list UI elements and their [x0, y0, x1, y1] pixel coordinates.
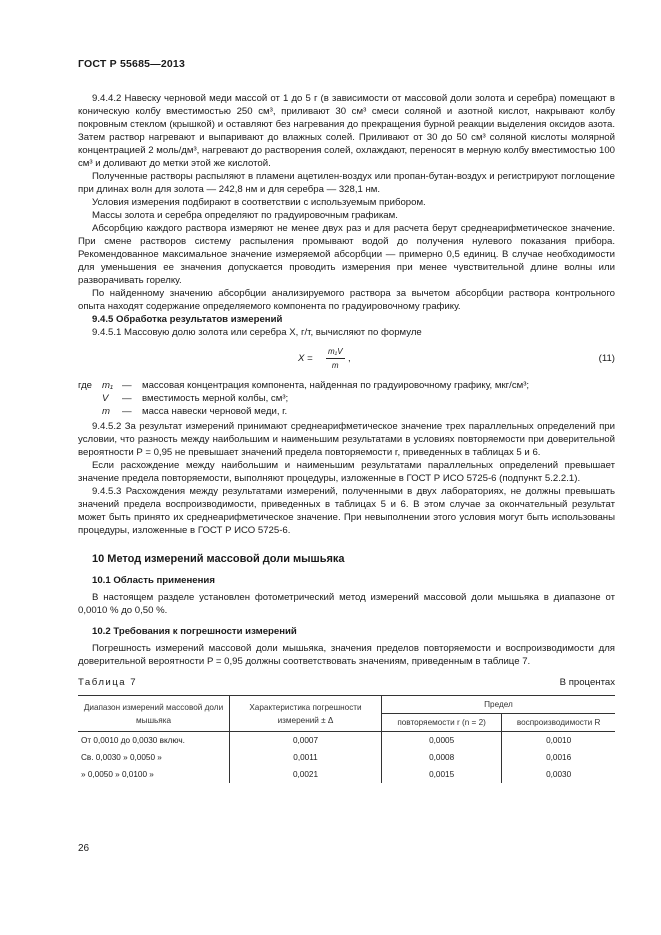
table-units: В процентах	[559, 677, 615, 688]
definition-row: m — масса навески черновой меди, г.	[102, 406, 288, 417]
paragraph-9-4-5-2: 9.4.5.2 За результат измерений принимают среднеарифметическое значение трех параллельных определений при условии, что разность между наибольшим и наименьшим результатами в условиях повторяемости при доверительной вероятности P = 0,95 не превышает значений предела повторяемости r, приведенных в таблицах 5 и 6.	[78, 421, 615, 458]
paragraph-9-4-4-2: 9.4.4.2 Навеску черновой меди массой от 1 до 5 г (в зависимости от массовой доли золота и серебра) помещают в коническую колбу вместимостью 250 см³, приливают 30 см³ смеси соляной и азотной кислот, накрывают колбу покровным стеклом (крышкой) и оставляют без нагревания до прекращения бурной реакции выделения оксидов азота. Затем раствор нагревают и выпаривают до влажных солей. Приливают от 30 до 50 см³ соляной кислоты молярной концентрацией 2 моль/дм³, нагревают до растворения солей, охлаждают, переносят в мерную колбу вместимостью 100 см³ и доливают до метки этой же кислотой.	[78, 93, 615, 169]
table-row: От 0,0010 до 0,0030 включ. 0,0007 0,0005 0,0010	[78, 732, 615, 750]
table-caption: Таблица 7	[78, 677, 138, 688]
paragraph-control: По найденному значению абсорбции анализируемого раствора за вычетом абсорбции раствора контрольного опыта находят содержание определяемого компонента по градуировочному графику.	[78, 288, 615, 312]
paragraph-conditions: Условия измерения подбирают в соответствии с используемым прибором.	[92, 197, 426, 208]
column-header-range: Диапазон измерений массовой доли мышьяка	[78, 696, 230, 732]
subsection-9-4-5: 9.4.5 Обработка результатов измерений	[92, 314, 283, 325]
paragraph-masses: Массы золота и серебра определяют по градуировочным графикам.	[92, 210, 398, 221]
formula-lhs: X =	[298, 353, 313, 364]
formula-fraction	[326, 345, 345, 372]
column-header-limit: Предел	[382, 696, 616, 714]
formula-denominator: m	[331, 361, 339, 370]
standard-header: ГОСТ Р 55685—2013	[78, 58, 186, 70]
subsection-10-1-title: 10.1 Область применения	[92, 575, 215, 586]
paragraph-10-2: Погрешность измерений массовой доли мышьяка, значения пределов повторяемости и воспроизводимости для доверительной вероятности P = 0,95 должны соответствовать значениям, приведенным в таблице 7.	[78, 643, 615, 667]
formula-tail: ,	[348, 353, 351, 364]
definition-row: где m₁ — массовая концентрация компонента, найденная по градуировочному графику, мкг/см³;	[78, 380, 530, 391]
paragraph-absorption: Абсорбцию каждого раствора измеряют не менее двух раз и для расчета берут среднеарифметическое значение. При смене растворов систему распыления промывают водой до получения нулевого показания прибора. Рекомендованное максимальное значение измеряемой абсорбции — примерно 0,5 единиц. В случае необходимости для уменьшения ее значения допускается проводить измерения при менее чувствительной длине волны или разворачивать горелку.	[78, 223, 615, 286]
paragraph-10-1: В настоящем разделе установлен фотометрический метод измерений массовой доли мышьяка в диапазоне от 0,0010 % до 0,50 %.	[78, 592, 615, 616]
table-row: Св. 0,0030 » 0,0050 » 0,0011 0,0008 0,0016	[78, 749, 615, 766]
paragraph-discrepancy: Если расхождение между наибольшим и наименьшим результатами параллельных определений превышает значение предела повторяемости, выполняют процедуры, изложенные в ГОСТ Р ИСО 5725-6 (подпункт 5.2.2.1).	[78, 460, 615, 484]
variable-definitions	[78, 379, 615, 418]
column-header-reproducibility: воспроизводимости R	[502, 714, 615, 732]
table-caption-row	[78, 676, 615, 689]
body-text	[78, 92, 615, 783]
column-header-repeatability: повторяемости r (n = 2)	[382, 714, 502, 732]
subsection-10-2-title: 10.2 Требования к погрешности измерений	[92, 626, 297, 637]
column-header-error: Характеристика погрешности измерений ± Δ	[230, 696, 382, 732]
definition-row: V — вместимость мерной колбы, см³;	[102, 393, 289, 404]
table-7	[78, 695, 615, 783]
paragraph-spray: Полученные растворы распыляют в пламени ацетилен-воздух или пропан-бутан-воздух и регистрируют поглощение при длинах волн для золота — 242,8 нм и для серебра — 328,1 нм.	[78, 171, 615, 195]
formula-number: (11)	[598, 353, 615, 364]
section-10-title: 10 Метод измерений массовой доли мышьяка	[92, 553, 345, 565]
table-row: » 0,0050 » 0,0100 » 0,0021 0,0015 0,0030	[78, 766, 615, 783]
formula-11	[78, 345, 615, 375]
formula-numerator: m₁V	[326, 345, 345, 359]
page-number: 26	[78, 843, 90, 854]
paragraph-9-4-5-3: 9.4.5.3 Расхождения между результатами измерений, полученными в двух лабораториях, не должны превышать значений предела воспроизводимости, приведенных в таблицах 5 и 6. В этом случае за окончательный результат может быть принято их среднеарифметическое значение. При невыполнении этого условия могут быть использованы процедуры, изложенные в ГОСТ Р ИСО 5725-6.	[78, 486, 615, 536]
paragraph-9-4-5-1: 9.4.5.1 Массовую долю золота или серебра X, г/т, вычисляют по формуле	[92, 327, 422, 338]
